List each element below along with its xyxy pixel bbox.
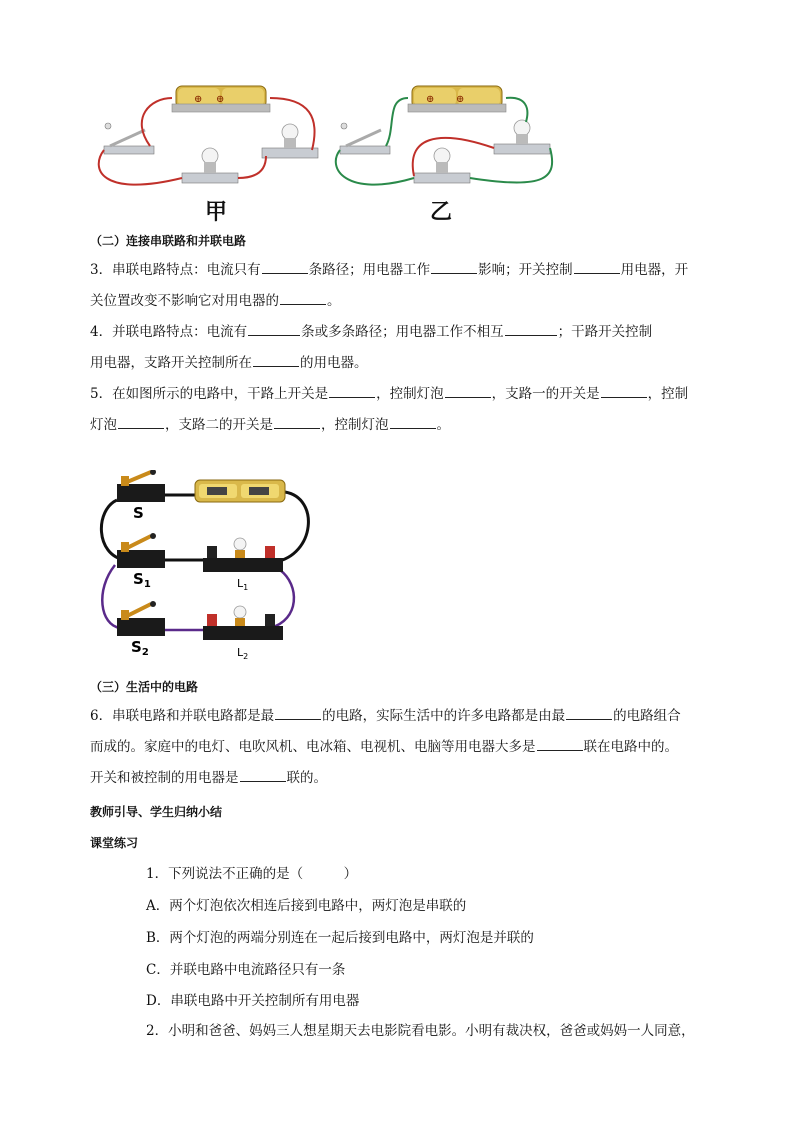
section-heading-2: （二）连接串联路和并联电路 bbox=[90, 234, 247, 248]
switch-s bbox=[117, 470, 165, 502]
answer-blank[interactable] bbox=[329, 383, 375, 398]
battery-cell bbox=[222, 88, 264, 106]
wire bbox=[99, 150, 182, 185]
svg-text:⊕: ⊕ bbox=[426, 94, 435, 105]
plus-symbol: ⊕ bbox=[194, 94, 203, 105]
figure-label-jia: 甲 bbox=[205, 200, 228, 225]
answer-blank[interactable] bbox=[253, 352, 299, 367]
wire bbox=[506, 98, 527, 122]
section-heading-3: （三）生活中的电路 bbox=[90, 680, 199, 694]
circuit-jia bbox=[99, 86, 318, 185]
wire bbox=[238, 156, 266, 178]
answer-blank[interactable] bbox=[275, 705, 321, 720]
answer-blank[interactable] bbox=[445, 383, 491, 398]
answer-blank[interactable] bbox=[566, 705, 612, 720]
label-s: S bbox=[133, 504, 144, 522]
bulb bbox=[202, 148, 218, 164]
figure-label-yi: 乙 bbox=[430, 200, 453, 225]
bulb-l2 bbox=[203, 606, 283, 640]
practice-q1-option-b[interactable]: B．两个灯泡的两端分别连在一起后接到电路中，两灯泡是并联的 bbox=[146, 930, 534, 946]
summary-heading: 教师引导、学生归纳小结 bbox=[90, 805, 223, 819]
answer-blank[interactable] bbox=[274, 414, 320, 429]
bulb-l1 bbox=[203, 538, 283, 572]
question-4: 4．并联电路特点：电流有 条或多条路径；用电器工作不相互 ；干路开关控制 用电器，支路开关控制所在 的用电器。 bbox=[90, 317, 706, 379]
practice-heading: 课堂练习 bbox=[90, 836, 139, 850]
bulb-base bbox=[182, 173, 238, 183]
practice-q1-option-d[interactable]: D．串联电路中开关控制所有用电器 bbox=[146, 993, 360, 1009]
question-3: 3．串联电路特点：电流只有 条路径；用电器工作 影响；开关控制 用电器，开 关位置改变不影响它对用电器的 。 bbox=[90, 255, 706, 317]
label-l1: $L_1$ bbox=[237, 577, 249, 592]
practice-q1-stem: 1．下列说法不正确的是（ ） bbox=[146, 866, 358, 882]
switch-s1 bbox=[117, 533, 165, 568]
practice-q2-stem: 2．小明和爸爸、妈妈三人想星期天去电影院看电影。小明有裁决权，爸爸或妈妈一人同意， bbox=[146, 1023, 695, 1039]
bulb bbox=[282, 124, 298, 140]
wire bbox=[386, 98, 408, 146]
battery bbox=[195, 480, 285, 502]
svg-text:⊕: ⊕ bbox=[456, 94, 465, 105]
switch-s2 bbox=[117, 601, 165, 636]
circuit-figure-jia-yi bbox=[90, 78, 570, 226]
question-6: 6．串联电路和并联电路都是最 的电路，实际生活中的许多电路都是由最 的电路组合 而成的。家庭中的电灯、电吹风机、电冰箱、电视机、电脑等用电器大多是 联在电路中的。 开关和被控制的用电器是 联的。 bbox=[90, 701, 706, 794]
switch-lever bbox=[110, 130, 145, 146]
switch-base bbox=[104, 146, 154, 154]
answer-blank[interactable] bbox=[240, 767, 286, 782]
answer-blank[interactable] bbox=[601, 383, 647, 398]
answer-blank[interactable] bbox=[537, 736, 583, 751]
bulb-base bbox=[262, 148, 318, 158]
plus-symbol: ⊕ bbox=[216, 94, 225, 105]
wire bbox=[336, 150, 414, 185]
wire bbox=[142, 98, 172, 146]
practice-q1-option-a[interactable]: A．两个灯泡依次相连后接到电路中，两灯泡是串联的 bbox=[146, 898, 467, 914]
answer-blank[interactable] bbox=[118, 414, 164, 429]
answer-blank[interactable] bbox=[390, 414, 436, 429]
answer-blank[interactable] bbox=[574, 259, 620, 274]
label-l2: $L_2$ bbox=[237, 646, 249, 661]
answer-blank[interactable] bbox=[248, 321, 300, 336]
circuit-yi bbox=[336, 86, 552, 185]
answer-blank[interactable] bbox=[431, 259, 477, 274]
label-s2: $S_2$ bbox=[131, 638, 149, 658]
parallel-circuit-figure bbox=[95, 470, 325, 665]
question-5: 5．在如图所示的电路中，干路上开关是 ，控制灯泡 ，支路一的开关是 ，控制 灯泡 ，支路二的开关是 ，控制灯泡 。 bbox=[90, 379, 706, 441]
answer-blank[interactable] bbox=[262, 259, 308, 274]
wire bbox=[413, 138, 494, 176]
wire bbox=[275, 492, 308, 562]
answer-blank[interactable] bbox=[280, 290, 326, 305]
battery-holder bbox=[172, 104, 270, 112]
answer-blank[interactable] bbox=[505, 321, 557, 336]
practice-q1-option-c[interactable]: C．并联电路中电流路径只有一条 bbox=[146, 962, 346, 978]
label-s1: $S_1$ bbox=[133, 570, 151, 590]
